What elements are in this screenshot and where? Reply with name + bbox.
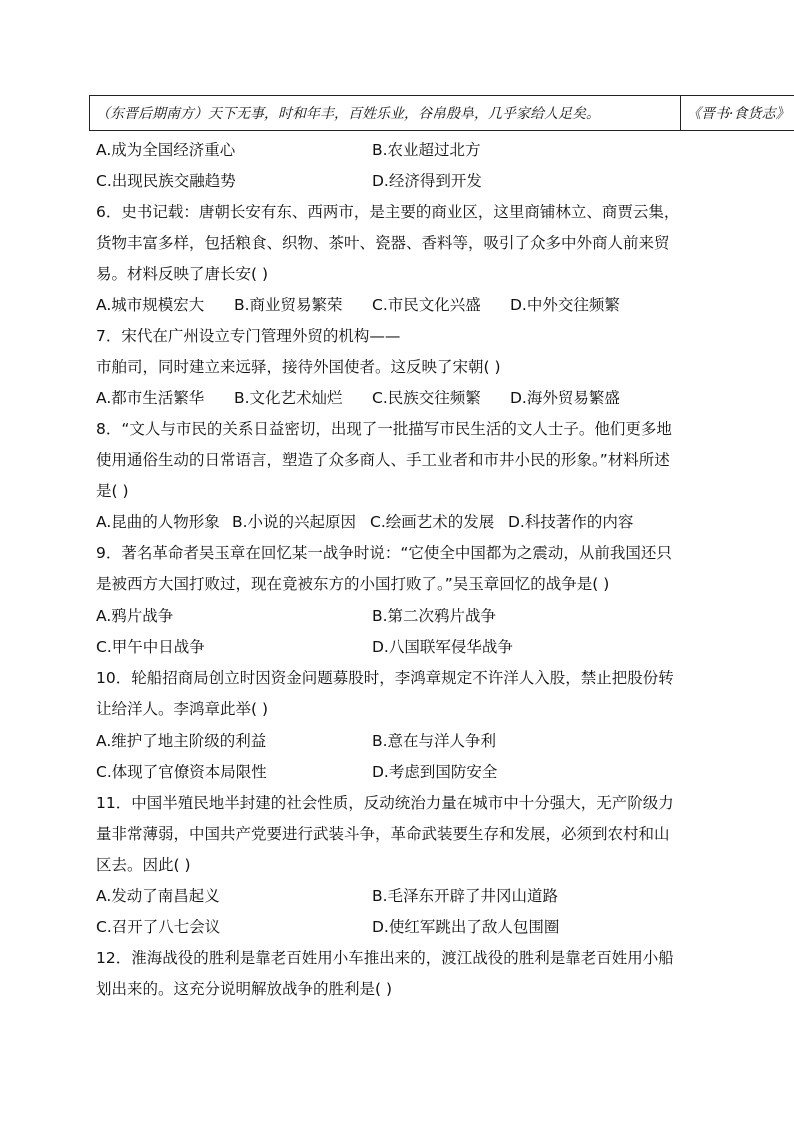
q7-stem-line: 7．宋代在广州设立专门管理外贸的机构—— xyxy=(96,327,401,345)
q8-option-c: C.绘画艺术的发展 xyxy=(370,513,495,531)
q10-stem-line: 让给洋人。李鸿章此举( ) xyxy=(96,700,269,718)
q9-stem-line: 是被西方大国打败过，现在竟被东方的小国打败了。”吴玉章回忆的战争是( ) xyxy=(96,575,610,593)
q11-option-a: A.发动了南昌起义 xyxy=(96,887,220,905)
q6-option-d: D.中外交往频繁 xyxy=(510,296,620,314)
q6-stem-line: 易。材料反映了唐长安( ) xyxy=(96,265,269,283)
q11-option-d: D.使红军跳出了敌人包围圈 xyxy=(372,918,560,936)
q9-stem-line: 9．著名革命者吴玉章在回忆某一战争时说：“它使全中国都为之震动，从前我国还只 xyxy=(96,544,672,562)
q8-option-d: D.科技著作的内容 xyxy=(508,513,634,531)
q6-stem-line: 6．史书记载：唐朝长安有东、西两市，是主要的商业区，这里商铺林立、商贾云集， xyxy=(96,203,680,221)
q8-stem-line: 是( ) xyxy=(96,482,129,500)
source-material-table xyxy=(89,95,794,131)
q10-option-d: D.考虑到国防安全 xyxy=(372,763,498,781)
q9-option-b: B.第二次鸦片战争 xyxy=(372,607,497,625)
q5-option-d: D.经济得到开发 xyxy=(372,172,482,190)
q8-option-b: B.小说的兴起原因 xyxy=(232,513,357,531)
q9-option-a: A.鸦片战争 xyxy=(96,607,174,625)
q11-stem-line: 量非常薄弱，中国共产党要进行武装斗争，革命武装要生存和发展，必须到农村和山 xyxy=(96,825,670,843)
q6-option-a: A.城市规模宏大 xyxy=(96,296,205,314)
q11-option-c: C.召开了八七会议 xyxy=(96,918,221,936)
q9-option-d: D.八国联军侵华战争 xyxy=(372,638,513,656)
q12-stem-line: 12．淮海战役的胜利是靠老百姓用小车推出来的，渡江战役的胜利是靠老百姓用小船 xyxy=(96,949,674,967)
q7-option-b: B.文化艺术灿烂 xyxy=(234,389,343,407)
q6-stem-line: 货物丰富多样，包括粮食、织物、茶叶、瓷器、香料等，吸引了众多中外商人前来贸 xyxy=(96,234,670,252)
q11-stem-line: 区去。因此( ) xyxy=(96,856,191,874)
q8-option-a: A.昆曲的人物形象 xyxy=(96,513,220,531)
q6-option-c: C.市民文化兴盛 xyxy=(372,296,481,314)
q10-option-b: B.意在与洋人争利 xyxy=(372,732,497,750)
q10-stem-line: 10．轮船招商局创立时因资金问题募股时，李鸿章规定不许洋人入股，禁止把股份转 xyxy=(96,669,674,687)
q6-option-b: B.商业贸易繁荣 xyxy=(234,296,343,314)
q5-option-b: B.农业超过北方 xyxy=(372,141,481,159)
q11-stem-line: 11．中国半殖民地半封建的社会性质，反动统治力量在城市中十分强大，无产阶级力 xyxy=(96,794,674,812)
q12-stem-line: 划出来的。这充分说明解放战争的胜利是( ) xyxy=(96,980,393,998)
q7-option-a: A.都市生活繁华 xyxy=(96,389,205,407)
q8-stem-line: 使用通俗生动的日常语言，塑造了众多商人、手工业者和市井小民的形象。”材料所述 xyxy=(96,451,670,469)
q8-stem-line: 8．“文人与市民的关系日益密切，出现了一批描写市民生活的文人士子。他们更多地 xyxy=(96,420,672,438)
q11-option-b: B.毛泽东开辟了井冈山道路 xyxy=(372,887,559,905)
q10-option-c: C.体现了官僚资本局限性 xyxy=(96,763,267,781)
source-text: （东晋后期南方）天下无事，时和年丰，百姓乐业，谷帛殷阜，几乎家给人足矣。 xyxy=(90,96,681,131)
source-citation: 《晋书·食货志》 xyxy=(681,96,794,131)
table-row xyxy=(90,96,794,131)
q5-option-a: A.成为全国经济重心 xyxy=(96,141,236,159)
q10-option-a: A.维护了地主阶级的利益 xyxy=(96,732,267,750)
q9-option-c: C.甲午中日战争 xyxy=(96,638,205,656)
q7-stem-line: 市舶司，同时建立来远驿，接待外国使者。这反映了宋朝( ) xyxy=(96,358,501,376)
q7-option-d: D.海外贸易繁盛 xyxy=(510,389,620,407)
q7-option-c: C.民族交往频繁 xyxy=(372,389,481,407)
q5-option-c: C.出现民族交融趋势 xyxy=(96,172,236,190)
